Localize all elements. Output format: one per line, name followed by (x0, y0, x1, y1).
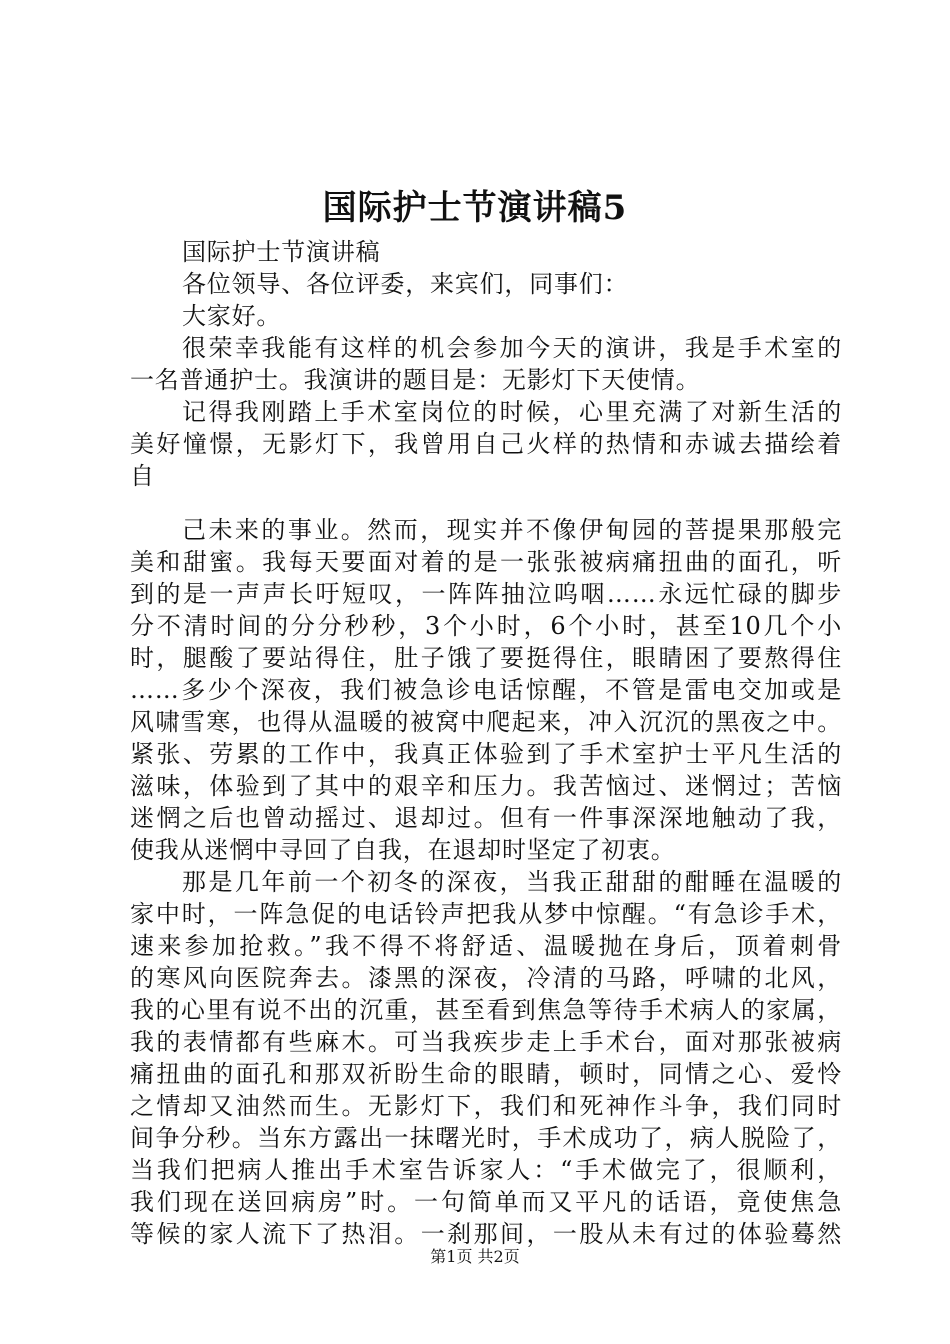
paragraph-line: 己未来的事业。然而，现实并不像伊甸园的菩提果那般完 (182, 516, 842, 544)
paragraph-line: 很荣幸我能有这样的机会参加今天的演讲，我是手术室的 (182, 334, 842, 362)
paragraph-line: ……多少个深夜，我们被急诊电话惊醒，不管是雷电交加或是 (130, 676, 842, 704)
paragraph-line: 各位领导、各位评委，来宾们，同事们： (182, 270, 629, 298)
document-title: 国际护士节演讲稿5 (322, 188, 628, 228)
paragraph-line: 分不清时间的分分秒秒，3个小时，6个小时，甚至10几个小 (130, 612, 842, 640)
paragraph-line: 当我们把病人推出手术室告诉家人：“手术做完了，很顺利， (130, 1156, 842, 1184)
paragraph-line: 使我从迷惘中寻回了自我，在退却时坚定了初衷。 (130, 836, 676, 864)
paragraph-line: 风啸雪寒，也得从温暖的被窝中爬起来，冲入沉沉的黑夜之中。 (130, 708, 842, 736)
document-body (130, 236, 842, 1250)
paragraph-line: 的寒风向医院奔去。漆黑的深夜，冷清的马路，呼啸的北风， (130, 964, 842, 992)
paragraph-line: 时，腿酸了要站得住，肚子饿了要挺得住，眼睛困了要熬得住 (130, 644, 842, 672)
paragraph-line: 滋味，体验到了其中的艰辛和压力。我苦恼过、迷惘过；苦恼 (130, 772, 842, 800)
paragraph-line: 紧张、劳累的工作中，我真正体验到了手术室护士平凡生活的 (130, 740, 842, 768)
paragraph-line: 大家好。 (182, 302, 282, 330)
paragraph-line: 家中时，一阵急促的电话铃声把我从梦中惊醒。“有急诊手术， (130, 900, 842, 928)
paragraph-line: 之情却又油然而生。无影灯下，我们和死神作斗争，我们同时 (130, 1092, 842, 1120)
paragraph-line: 自 (130, 462, 155, 490)
paragraph-line: 痛扭曲的面孔和那双祈盼生命的眼睛，顿时，同情之心、爱怜 (130, 1060, 842, 1088)
paragraph-line: 我的表情都有些麻木。可当我疾步走上手术台，面对那张被病 (130, 1028, 842, 1056)
paragraph-gap (130, 492, 842, 514)
paragraph-line: 国际护士节演讲稿 (182, 238, 381, 266)
paragraph-line: 那是几年前一个初冬的深夜，当我正甜甜的酣睡在温暖的 (182, 868, 842, 896)
paragraph-line: 到的是一声声长吁短叹，一阵阵抽泣呜咽……永远忙碌的脚步 (130, 580, 842, 608)
paragraph-line: 等候的家人流下了热泪。一刹那间，一股从未有过的体验蓦然 (130, 1220, 842, 1248)
paragraph-line: 记得我刚踏上手术室岗位的时候，心里充满了对新生活的 (182, 398, 842, 426)
paragraph-line: 美和甜蜜。我每天要面对着的是一张张被病痛扭曲的面孔，听 (130, 548, 842, 576)
page-number-footer: 第1页 共2页 (430, 1247, 520, 1266)
paragraph-line: 速来参加抢救。”我不得不将舒适、温暖抛在身后，顶着刺骨 (130, 932, 842, 960)
paragraph-line: 我们现在送回病房”时。一句简单而又平凡的话语，竟使焦急 (130, 1188, 842, 1216)
paragraph-line: 美好憧憬，无影灯下，我曾用自己火样的热情和赤诚去描绘着 (130, 430, 842, 458)
paragraph-line: 一名普通护士。我演讲的题目是：无影灯下天使情。 (130, 366, 701, 394)
paragraph-line: 迷惘之后也曾动摇过、退却过。但有一件事深深地触动了我， (130, 804, 842, 832)
paragraph-line: 我的心里有说不出的沉重，甚至看到焦急等待手术病人的家属， (130, 996, 842, 1024)
paragraph-line: 间争分秒。当东方露出一抹曙光时，手术成功了，病人脱险了， (130, 1124, 842, 1152)
